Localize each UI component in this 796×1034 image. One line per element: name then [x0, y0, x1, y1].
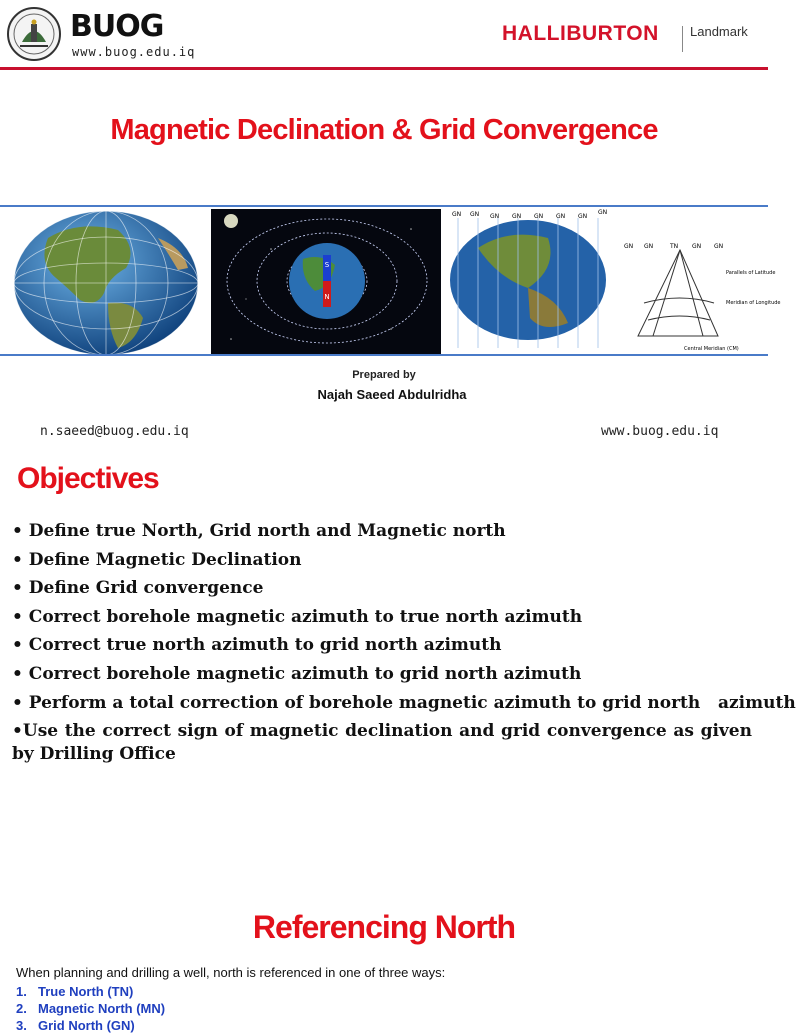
diagram-label-cm: Central Meridian (CM) [684, 346, 739, 352]
objectives-heading: Objectives [17, 462, 159, 495]
diagram-label-meridian: Meridian of Longitude [726, 300, 781, 306]
brand-url[interactable]: www.buog.edu.iq [72, 45, 196, 59]
logo-divider [682, 26, 683, 52]
website-link[interactable]: www.buog.edu.iq [601, 424, 719, 439]
objective-item: • Define Grid convergence [12, 578, 264, 599]
header-rule [0, 67, 768, 70]
svg-text:GN: GN [452, 211, 462, 218]
grid-convergence-diagram-image [448, 208, 781, 354]
halliburton-logo: HALLIBURTON [502, 22, 659, 45]
landmark-logo: Landmark [690, 24, 748, 39]
list-label: True North (TN) [38, 984, 134, 999]
list-number: 2. [16, 1001, 27, 1016]
image-band-top-rule [0, 205, 768, 207]
author-email[interactable]: n.saeed@buog.edu.iq [40, 424, 189, 439]
objective-item: • Correct borehole magnetic azimuth to true north azimuth [12, 606, 583, 627]
list-item [16, 983, 165, 1000]
diagram-label-gn2: GN [644, 243, 654, 250]
objectives-list [12, 520, 796, 772]
svg-text:GN: GN [490, 213, 500, 220]
svg-text:GN: GN [512, 213, 522, 220]
diagram-label-parallels: Parallels of Latitude [726, 270, 776, 276]
svg-text:GN: GN [598, 209, 608, 216]
svg-text:GN: GN [470, 211, 480, 218]
objective-item: • Define true North, Grid north and Magnetic north [12, 521, 506, 541]
objective-item: •Use the correct sign of magnetic declination and grid convergence as given by Drilling Office [12, 721, 752, 765]
list-label: Magnetic North (MN) [38, 1001, 166, 1016]
north-types-list [16, 983, 165, 1034]
diagram-label-gn4: GN [714, 243, 724, 250]
page-title: Magnetic Declination & Grid Convergence [110, 114, 658, 146]
list-item [16, 1000, 165, 1017]
magnet-s-label: S [324, 261, 330, 269]
globe-americas-image [8, 208, 204, 354]
referencing-north-heading: Referencing North [252, 909, 516, 945]
objective-item: • Correct true north azimuth to grid north azimuth [12, 635, 502, 656]
objective-item: • Define Magnetic Declination [12, 549, 302, 570]
buog-seal-icon [6, 6, 62, 62]
diagram-label-gn1: GN [624, 243, 634, 250]
svg-text:GN: GN [578, 213, 588, 220]
diagram-label-gn3: GN [692, 243, 702, 250]
list-label: Grid North (GN) [38, 1018, 135, 1033]
svg-text:GN: GN [534, 213, 544, 220]
prepared-by-label: Prepared by [352, 369, 416, 381]
brand-name: BUOG [70, 9, 164, 44]
diagram-label-tn: TN [670, 243, 679, 250]
svg-text:GN: GN [556, 213, 566, 220]
list-number: 1. [16, 984, 27, 999]
objective-item: • Correct borehole magnetic azimuth to grid north azimuth [12, 663, 582, 684]
list-item [16, 1017, 165, 1034]
image-band-bottom-rule [0, 354, 768, 356]
author-name: Najah Saeed Abdulridha [317, 387, 467, 402]
magnet-n-label: N [324, 293, 330, 301]
list-number: 3. [16, 1018, 27, 1033]
objective-item: • Perform a total correction of borehole magnetic azimuth to grid north azimuth [12, 692, 796, 713]
earth-magnetic-field-image [211, 209, 441, 354]
referencing-intro: When planning and drilling a well, north is referenced in one of three ways: [16, 965, 446, 980]
